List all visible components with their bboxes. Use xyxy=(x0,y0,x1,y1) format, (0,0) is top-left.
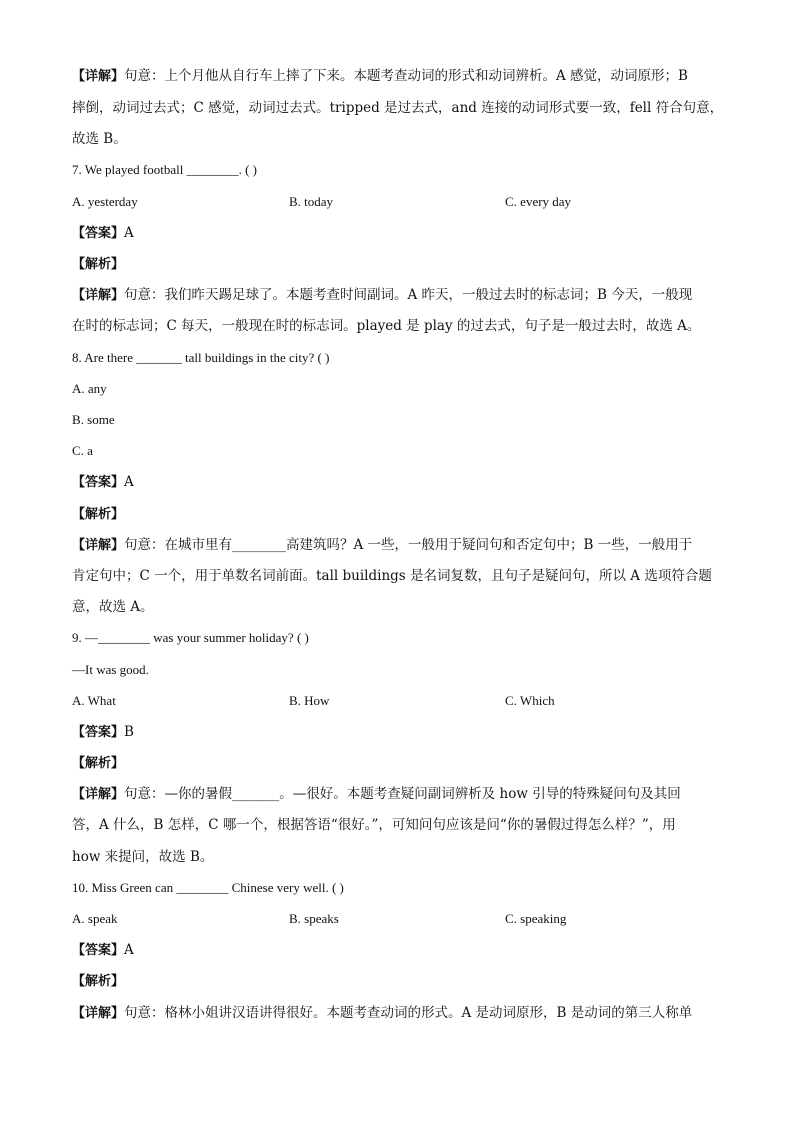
q6-detail-line-2: 摔倒，动词过去式；C 感觉，动词过去式。tripped 是过去式，and 连接的动词形式要一致，fell 符合句意， xyxy=(72,100,724,116)
q7-option-a: A. yesterday xyxy=(72,194,138,209)
q10-stem: 10. Miss Green can ________ Chinese very well. ( ) xyxy=(72,880,344,895)
q7-option-b: B. today xyxy=(289,194,334,209)
q9-detail-line-2: 答，A 什么，B 怎样，C 哪一个，根据答语“很好。”，可知问句应该是问“你的暑假过得怎么样？”，用 xyxy=(72,817,676,833)
q9-stem: 9. —________ was your summer holiday? ( ) xyxy=(72,630,309,645)
q8-stem: 8. Are there _______ tall buildings in the city? ( ) xyxy=(72,350,330,365)
q8-option-a: A. any xyxy=(72,381,107,396)
q9-detail-line-3: how 来提问，故选 B。 xyxy=(72,849,214,865)
q7-stem: 7. We played football ________. ( ) xyxy=(72,162,258,177)
q10-analysis: 【解析】 xyxy=(72,974,125,989)
q10-option-c: C. speaking xyxy=(505,911,567,926)
q7-answer: 【答案】A xyxy=(72,225,134,241)
q8-detail-line-2: 肯定句中；C 一个，用于单数名词前面。tall buildings 是名词复数，且句子是疑问句，所以 A 选项符合题 xyxy=(72,568,712,584)
q9-analysis: 【解析】 xyxy=(72,756,125,771)
q9-option-b: B. How xyxy=(289,693,330,708)
q8-option-b: B. some xyxy=(72,412,115,427)
q9-option-c: C. Which xyxy=(505,693,555,708)
q8-option-c: C. a xyxy=(72,443,93,458)
q10-answer: 【答案】A xyxy=(72,942,134,958)
q7-detail-line-2: 在时的标志词；C 每天，一般现在时的标志词。played 是 play 的过去式，句子是一般过去时，故选 A。 xyxy=(72,318,701,334)
detail-tag: 【详解】 xyxy=(72,69,125,84)
q9-detail-line-1: 【详解】句意：—你的暑假_______。—很好。本题考查疑问副词辨析及 how 引导的特殊疑问句及其回 xyxy=(72,786,681,802)
q7-option-c: C. every day xyxy=(505,194,572,209)
q6-detail-line-3: 故选 B。 xyxy=(72,131,127,147)
q6-detail-line-1: 【详解】句意：上个月他从自行车上摔了下来。本题考查动词的形式和动词辨析。A 感觉，动词原形；B xyxy=(72,68,688,84)
q8-detail-line-3: 意，故选 A。 xyxy=(72,599,154,615)
q9-option-a: A. What xyxy=(72,693,116,708)
q7-detail-line-1: 【详解】句意：我们昨天踢足球了。本题考查时间副词。A 昨天，一般过去时的标志词；B 今天，一般现 xyxy=(72,287,693,303)
q9-reply: —It was good. xyxy=(72,662,149,677)
q8-answer: 【答案】A xyxy=(72,474,134,490)
q10-detail-line-1: 【详解】句意：格林小姐讲汉语讲得很好。本题考查动词的形式。A 是动词原形，B 是动词的第三人称单 xyxy=(72,1005,693,1021)
q10-option-a: A. speak xyxy=(72,911,118,926)
q8-detail-line-1: 【详解】句意：在城市里有________高建筑吗？A 一些，一般用于疑问句和否定句中；B 一些，一般用于 xyxy=(72,537,693,553)
q7-analysis: 【解析】 xyxy=(72,257,125,272)
q10-option-b: B. speaks xyxy=(289,911,339,926)
q9-answer: 【答案】B xyxy=(72,724,134,740)
q8-analysis: 【解析】 xyxy=(72,507,125,522)
